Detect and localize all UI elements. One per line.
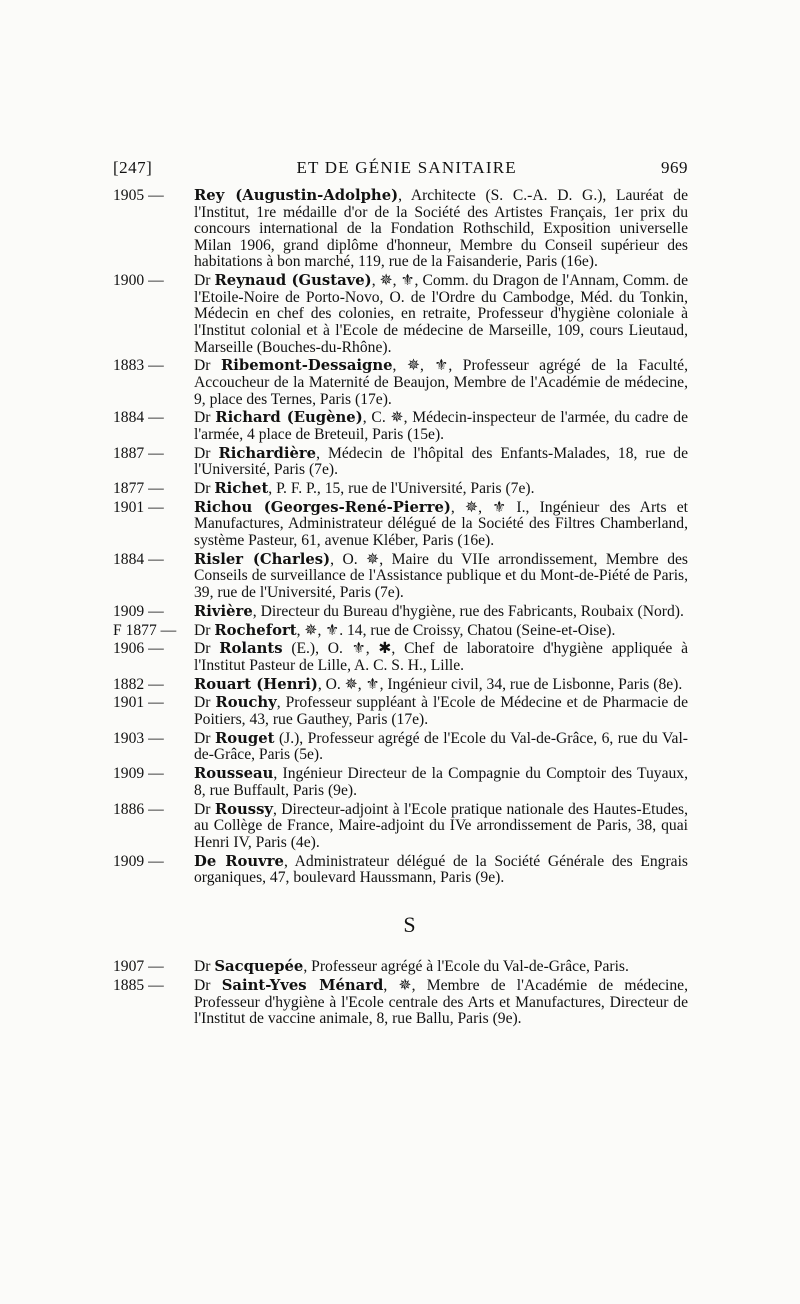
entry-year: 1884 — [113, 550, 164, 568]
entry-year: 1909 — [113, 852, 164, 870]
member-entry [113, 358, 688, 408]
entry-name: Rolants [219, 640, 283, 658]
entry-prefix: Dr [194, 958, 215, 976]
entry-name: Rochefort [214, 621, 297, 639]
entry-name: Saint-Yves Ménard [221, 977, 384, 995]
entry-text: , ✵, ⚜ I., Ingénieur des Arts et Manufactures, Administrateur délégué de la Société des Filtres Chamberland, système Pasteur, 61, avenue Kléber, Paris (16e). [194, 498, 688, 549]
entry-name: Rouchy [215, 694, 277, 712]
entry-name: De Rouvre [194, 852, 284, 870]
entry-year: F 1877 — [113, 621, 177, 639]
entry-text: , Professeur suppléant à l'Ecole de Médecine et de Pharmacie de Poitiers, 43, rue Gauthey, Paris (17e). [194, 694, 688, 729]
section-letter: S [403, 911, 416, 937]
entry-text: (E.), O. ⚜, ✱, Chef de laboratoire d'hygiène appliquée à l'Institut Pasteur de Lille, A. C. S. H., Lille. [194, 640, 688, 674]
entry-year: 1901 — [113, 694, 164, 712]
member-entry [113, 959, 688, 976]
entry-year: 1882 — [113, 675, 164, 693]
entry-text: , Ingénieur Directeur de la Compagnie du Comptoir des Tuyaux, 8, rue Buffault, Paris (9e). [194, 765, 688, 799]
entry-name: Richard (Eugène) [215, 409, 363, 427]
entry-prefix: Dr [194, 357, 221, 375]
entry-year: 1901 — [113, 498, 164, 516]
member-entry [113, 500, 688, 550]
entry-text: , Directeur du Bureau d'hygiène, rue des Fabricants, Roubaix (Nord). [252, 602, 684, 620]
entry-year: 1884 — [113, 409, 164, 427]
entry-year: 1905 — [113, 187, 164, 204]
member-entry [113, 695, 688, 728]
entry-text: , O. ✵, Maire du VIIe arrondissement, Membre des Conseils de surveillance de l'Assistance publique et du Mont-de-Piété de Paris, 39, rue de l'Université, Paris (7e). [194, 550, 688, 601]
page-header [113, 158, 688, 178]
entry-prefix: Dr [194, 640, 220, 658]
entry-name: Richou (Georges-René-Pierre) [194, 498, 451, 516]
entry-text: , C. ✵, Médecin-inspecteur de l'armée, du cadre de l'armée, 4 place de Breteuil, Paris (15e). [194, 409, 689, 443]
entry-text: , P. F. P., 15, rue de l'Université, Paris (7e). [268, 480, 535, 498]
entry-name: Ribemont-Dessaigne [220, 357, 393, 375]
entry-name: Rouget [214, 729, 275, 747]
entry-name: Reynaud (Gustave) [214, 272, 372, 290]
entry-name: Rouart (Henri) [194, 675, 318, 693]
member-entry [113, 481, 688, 498]
member-entry [113, 188, 688, 271]
entry-text: , ✵, ⚜, Comm. du Dragon de l'Annam, Comm. de l'Etoile-Noire de Porto-Novo, O. de l'Ordre du Cambodge, Méd. du Tonkin, Médecin en chef des colonies, en retraite, Professeur d'hygiène coloniale à l'Institut colonial et à l'Ecole de médecine de Marseille, 109, cours Lieutaud, Marseille (Bouches-du-Rhône). [194, 272, 689, 356]
entry-year: 1885 — [113, 977, 164, 995]
entry-prefix: Dr [194, 977, 222, 995]
entry-prefix: Dr [194, 621, 215, 639]
page-ref: [247] [113, 158, 153, 177]
entry-text: , ✵, ⚜. 14, rue de Croissy, Chatou (Seine-et-Oise). [296, 621, 616, 639]
entry-text: , ✵, Membre de l'Académie de médecine, Professeur d'hygiène à l'Ecole centrale des Arts et Manufactures, Directeur de l'Institut de vaccine animale, 8, rue Ballu, Paris (9e). [194, 977, 688, 1028]
member-entry [113, 731, 688, 764]
member-entry [113, 552, 688, 602]
entry-name: Rivière [194, 602, 253, 620]
entry-year: 1907 — [113, 958, 164, 976]
entry-prefix: Dr [194, 480, 215, 498]
member-entry [113, 604, 688, 621]
entry-name: Rey (Augustin-Adolphe) [194, 187, 399, 204]
entry-prefix: Dr [194, 272, 215, 290]
entry-year: 1877 — [113, 480, 164, 498]
entry-year: 1883 — [113, 357, 164, 375]
entry-prefix: Dr [194, 694, 216, 712]
entry-name: Roussy [214, 800, 274, 818]
member-entry [113, 410, 688, 443]
member-list [113, 188, 688, 1030]
entry-text: , O. ✵, ⚜, Ingénieur civil, 34, rue de Lisbonne, Paris (8e). [317, 675, 683, 693]
entry-prefix: Dr [194, 800, 215, 818]
member-entry [113, 623, 688, 640]
entry-name: Richardière [218, 444, 317, 462]
entry-text: , Professeur agrégé à l'Ecole du Val-de-Grâce, Paris. [303, 958, 629, 976]
entry-year: 1886 — [113, 800, 164, 818]
entry-prefix: Dr [194, 409, 216, 427]
entry-text: , ✵, ⚜, Professeur agrégé de la Faculté, Accoucheur de la Maternité de Beaujon, Membre de l'Académie de médecine, 9, place des Ternes, Paris (17e). [194, 357, 688, 408]
entry-year: 1903 — [113, 729, 164, 747]
member-entry [113, 978, 688, 1028]
entry-year: 1909 — [113, 765, 164, 783]
entry-year: 1909 — [113, 602, 164, 620]
member-entry [113, 854, 688, 887]
entry-text: , Administrateur délégué de la Société Générale des Engrais organiques, 47, boulevard Haussmann, Paris (9e). [194, 852, 688, 887]
member-entry [113, 446, 688, 479]
entry-name: Sacquepée [214, 958, 304, 976]
page-number: 969 [661, 158, 688, 177]
entry-prefix: Dr [194, 729, 215, 747]
entry-year: 1900 — [113, 272, 164, 290]
running-title: ET DE GÉNIE SANITAIRE [296, 158, 517, 177]
entry-name: Richet [214, 480, 269, 498]
entry-prefix: Dr [194, 444, 219, 462]
entry-text: (J.), Professeur agrégé de l'Ecole du Val-de-Grâce, 6, rue du Val-de-Grâce, Paris (5e). [194, 729, 688, 764]
member-list-s [113, 959, 688, 1028]
entry-text: , Médecin de l'hôpital des Enfants-Malades, 18, rue de l'Université, Paris (7e). [194, 444, 688, 479]
entry-text: , Architecte (S. C.-A. D. G.), Lauréat de l'Institut, 1re médaille d'or de la Société des Artistes Français, 1er prix du concours international de la Fondation Rothschild, Exposition universelle Milan 1906, grand diplôme d'honneur, Membre du Conseil supérieur des habitations à bon marché, 119, rue de la Faisanderie, Paris (16e). [194, 187, 688, 271]
member-entry [113, 273, 688, 356]
entry-name: Risler (Charles) [194, 550, 331, 568]
member-entry [113, 802, 688, 852]
member-entry [113, 641, 688, 674]
entry-year: 1906 — [113, 640, 164, 658]
member-entry [113, 677, 688, 694]
member-entry [113, 766, 688, 799]
entry-text: , Directeur-adjoint à l'Ecole pratique nationale des Hautes-Etudes, au Collège de France, Maire-adjoint du IVe arrondissement de Paris, 38, quai Henri IV, Paris (4e). [194, 800, 688, 851]
entry-name: Rousseau [194, 765, 274, 783]
member-list-r [113, 188, 688, 887]
entry-year: 1887 — [113, 444, 164, 462]
